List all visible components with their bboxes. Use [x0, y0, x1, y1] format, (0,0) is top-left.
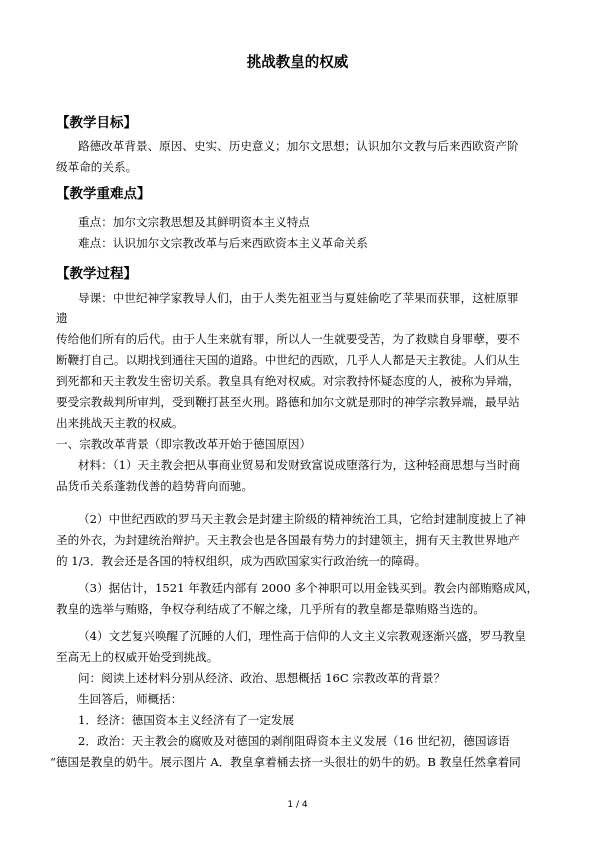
material-line: 的 1/3．教会还是各国的特权组织，成为西欧国家实行政治统一的障碍。	[56, 554, 427, 568]
material-line: 圣的外衣，为封建统治辩护。天主教会也是各国最有势力的封建领主，拥有天主教世界地产	[56, 533, 520, 547]
paragraph-line: 到死都和天主教发生密切关系。教皇具有绝对权威。对宗教持怀疑态度的人，被称为异端，	[56, 374, 520, 388]
paragraph-line: 传给他们所有的后代。由于人生来就有罪，所以人一生就要受苦，为了救赎自身罪孽，要不	[56, 332, 520, 346]
difficult-point: 难点：认识加尔文宗教改革与后来西欧资本主义革命关系	[78, 236, 368, 250]
paragraph-line: 出来挑战天主教的权威。	[56, 416, 184, 430]
page-number: 1 / 4	[287, 800, 308, 810]
section-heading-goals: 【教学目标】	[56, 115, 137, 131]
paragraph-line: 要受宗教裁判所审判，受到鞭打甚至火刑。路德和加尔文就是那时的神学宗教异端，最早站	[56, 395, 520, 409]
paragraph-line: 遗	[56, 311, 68, 325]
paragraph-line: 导课：中世纪神学家教导人们，由于人类先祖亚当与夏娃偷吃了苹果而获罪，这桩原罪	[78, 291, 519, 305]
material-line: 材料：（1）天主教会把从事商业贸易和发财致富说成堕落行为，这种轻商思想与当时商	[78, 458, 521, 472]
document-title: 挑战教皇的权威	[246, 55, 349, 71]
section-heading-key: 【教学重难点】	[56, 186, 151, 202]
material-line: （2）中世纪西欧的罗马天主教会是封建主阶级的精神统治工具，它给封建制度披上了神	[78, 512, 526, 526]
answer-point: 1．经济：德国资本主义经济有了一定发展	[78, 713, 295, 727]
question-line: 问：阅读上述材料分别从经济、政治、思想概括 16C 宗教改革的背景？	[78, 671, 446, 685]
material-line: 品货币关系蓬勃伐善的趋势背向而驰。	[56, 479, 254, 493]
answer-point: “德国是教皇的奶牛。展示图片 A．教皇拿着桶去挤一头很壮的奶牛的奶。B 教皇任然拿着同	[50, 755, 521, 769]
section-heading-process: 【教学过程】	[56, 266, 137, 282]
goals-text: 级革命的关系。	[56, 160, 138, 174]
material-line: 至高无上的权威开始受到挑战。	[56, 650, 219, 664]
answer-intro: 生回答后，师概括：	[78, 692, 183, 706]
material-line: 教皇的选举与贿赂，争权夺利结成了不解之缘，几乎所有的教皇都是靠贿赂当选的。	[56, 602, 485, 616]
key-point: 重点：加尔文宗教思想及其鲜明资本主义特点	[78, 215, 310, 229]
paragraph-line: 断鞭打自己。以期找到通往天国的道路。中世纪的西欧，几乎人人都是天主教徒。人们从生	[56, 353, 520, 367]
part-heading: 一、宗教改革背景（即宗教改革开始于德国原因）	[56, 437, 312, 451]
goals-text: 路德改革背景、原因、史实、历史意义；加尔文思想；认识加尔文教与后来西欧资产阶	[78, 139, 519, 153]
material-line: （3）据估计，1521 年教廷内部有 2000 多个神职可以用金钱买到。教会内部贿赂成风，	[78, 581, 539, 595]
material-line: （4）文艺复兴唤醒了沉睡的人们，理性高于信仰的人文主义宗教观逐渐兴盛，罗马教皇	[78, 629, 526, 643]
answer-point: 2．政治：天主教会的腐败及对德国的剥削阻碍资本主义发展（16 世纪初，德国谚语	[78, 734, 510, 748]
